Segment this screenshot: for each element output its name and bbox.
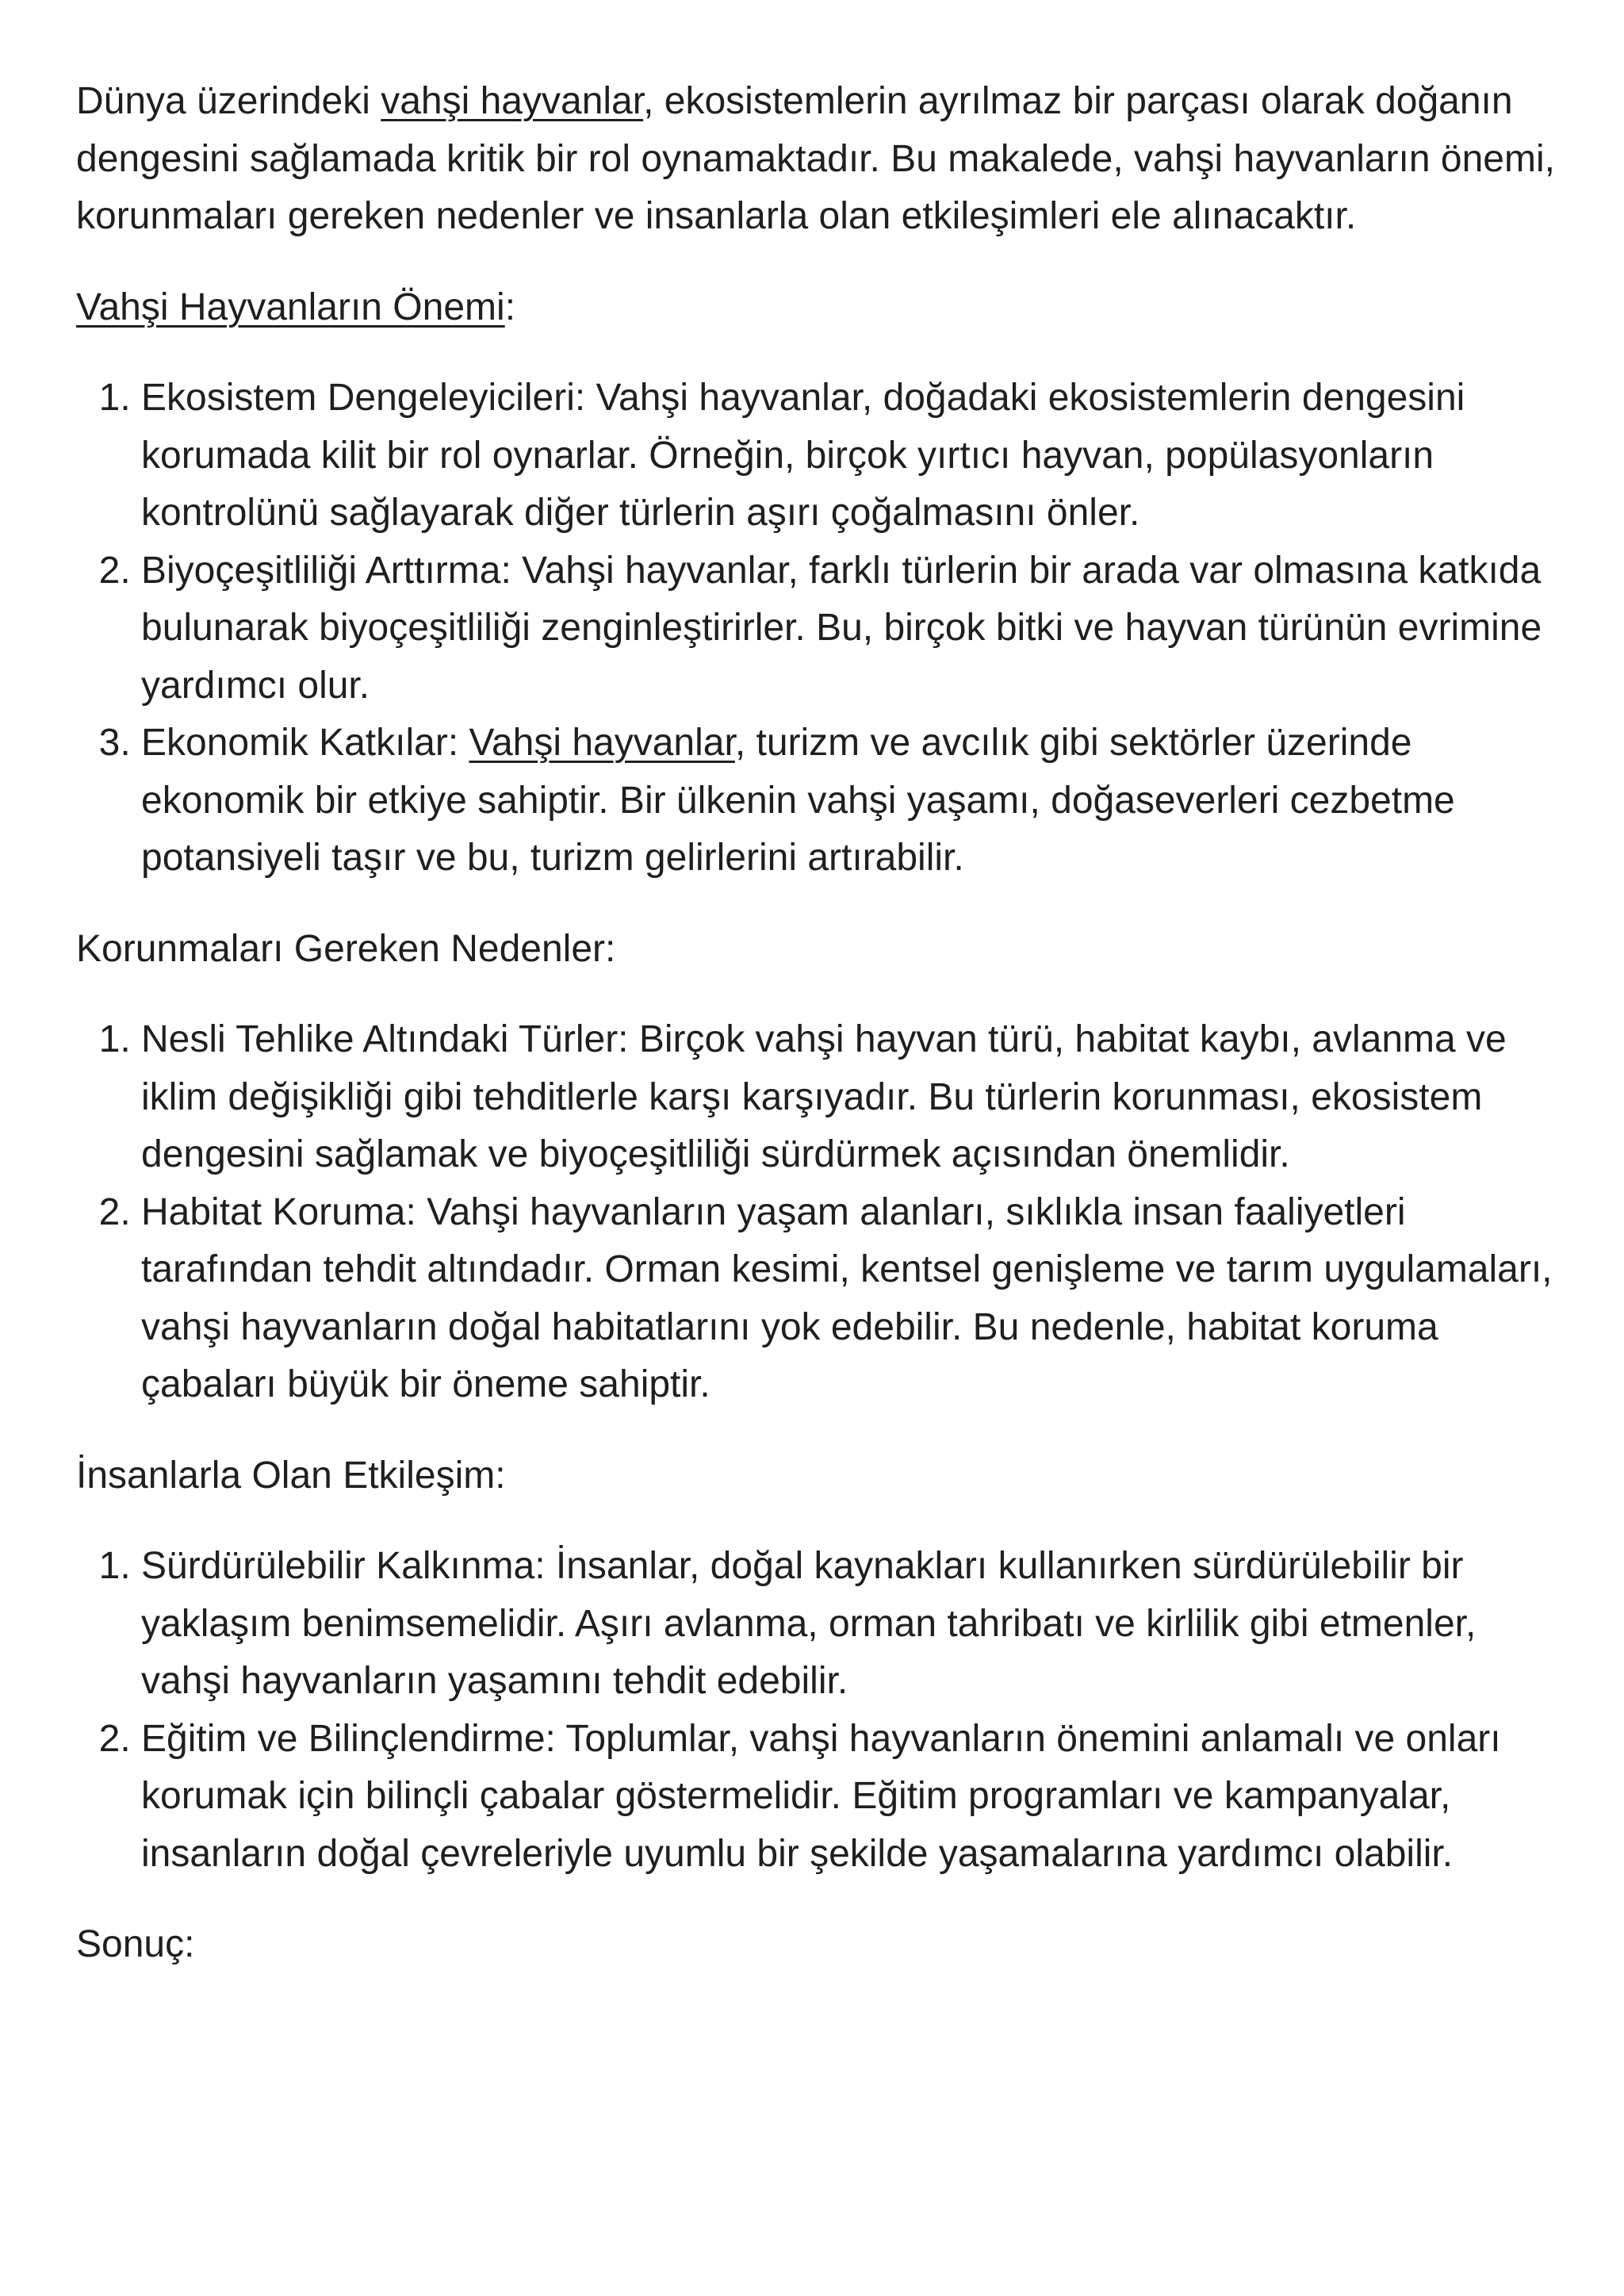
- list-item-text-start: Ekonomik Katkılar:: [141, 722, 469, 764]
- list-item-text-end: , turizm ve avcılık gibi sektörler üzerinde ekonomik bir etkiye sahiptir. Bir ülkenin vahşi yaşamı, doğaseverleri cezbetme potansiyeli taşır ve bu, turizm gelirlerini artırabilir.: [141, 722, 1455, 879]
- section-heading-reasons: Korunmaları Gereken Nedenler:: [76, 927, 616, 970]
- list-item-text: Nesli Tehlike Altındaki Türler: Birçok vahşi hayvan türü, habitat kaybı, avlanma ve iklim değişikliği gibi tehditlerle karşı karşıyadır. Bu türlerin korunması, ekosistem dengesini sağlamak ve biyoçeşitliliği sürdürmek açısından önemlidir.: [141, 1018, 1507, 1175]
- section-heading-interaction: İnsanlarla Olan Etkileşim:: [76, 1454, 506, 1497]
- intro-text-end: , ekosistemlerin ayrılmaz bir parçası olarak doğanın dengesini sağlamada kritik bir rol oynamaktadır. Bu makalede, vahşi hayvanların önemi, korunmaları gereken nedenler ve insanlarla olan etkileşimleri ele alınacaktır.: [76, 80, 1555, 237]
- importance-list: [76, 370, 1567, 887]
- list-item-text: Sürdürülebilir Kalkınma: İnsanlar, doğal kaynakları kullanırken sürdürülebilir bir yaklaşım benimsemelidir. Aşırı avlanma, orman tahribatı ve kirlilik gibi etmenler, vahşi hayvanların yaşamını tehdit edebilir.: [141, 1545, 1477, 1702]
- list-item: [141, 1538, 1567, 1711]
- importance-heading-link[interactable]: Vahşi Hayvanların Önemi: [76, 286, 505, 328]
- intro-paragraph: [76, 73, 1567, 246]
- list-item: [141, 1711, 1567, 1884]
- list-item: [141, 370, 1567, 542]
- list-item: [141, 542, 1567, 715]
- document-body: [76, 73, 1567, 2007]
- list-item-text: Eğitim ve Bilinçlendirme: Toplumlar, vahşi hayvanların önemini anlamalı ve onları korumak için bilinçli çabalar göstermelidir. Eğitim programları ve kampanyalar, insanların doğal çevreleriyle uyumlu bir şekilde yaşamalarına yardımcı olabilir.: [141, 1717, 1501, 1875]
- interaction-list: [76, 1538, 1567, 1883]
- section-heading-conclusion: Sonuç:: [76, 1923, 195, 1965]
- section-heading-importance: [76, 279, 1567, 337]
- intro-text-start: Dünya üzerindeki: [76, 80, 381, 122]
- list-item-text: Habitat Koruma: Vahşi hayvanların yaşam alanları, sıklıkla insan faaliyetleri tarafından tehdit altındadır. Orman kesimi, kentsel genişleme ve tarım uygulamaları, vahşi hayvanların doğal habitatlarını yok edebilir. Bu nedenle, habitat koruma çabaları büyük bir öneme sahiptir.: [141, 1190, 1553, 1405]
- heading-colon: :: [504, 286, 516, 328]
- list-item-text: Biyoçeşitliliği Arttırma: Vahşi hayvanlar, farklı türlerin bir arada var olmasına katkıda bulunarak biyoçeşitliliği zenginleştirirler. Bu, birçok bitki ve hayvan türünün evrimine yardımcı olur.: [141, 549, 1542, 707]
- list-item: [141, 1184, 1567, 1414]
- reasons-list: [76, 1011, 1567, 1414]
- list-item: [141, 715, 1567, 887]
- wild-animals-link[interactable]: vahşi hayvanlar: [381, 80, 644, 122]
- list-item-text: Ekosistem Dengeleyicileri: Vahşi hayvanlar, doğadaki ekosistemlerin dengesini korumada kilit bir rol oynarlar. Örneğin, birçok yırtıcı hayvan, popülasyonların kontrolünü sağlayarak diğer türlerin aşırı çoğalmasını önler.: [141, 377, 1465, 534]
- wild-animals-link[interactable]: Vahşi hayvanlar: [469, 722, 735, 764]
- list-item: [141, 1011, 1567, 1184]
